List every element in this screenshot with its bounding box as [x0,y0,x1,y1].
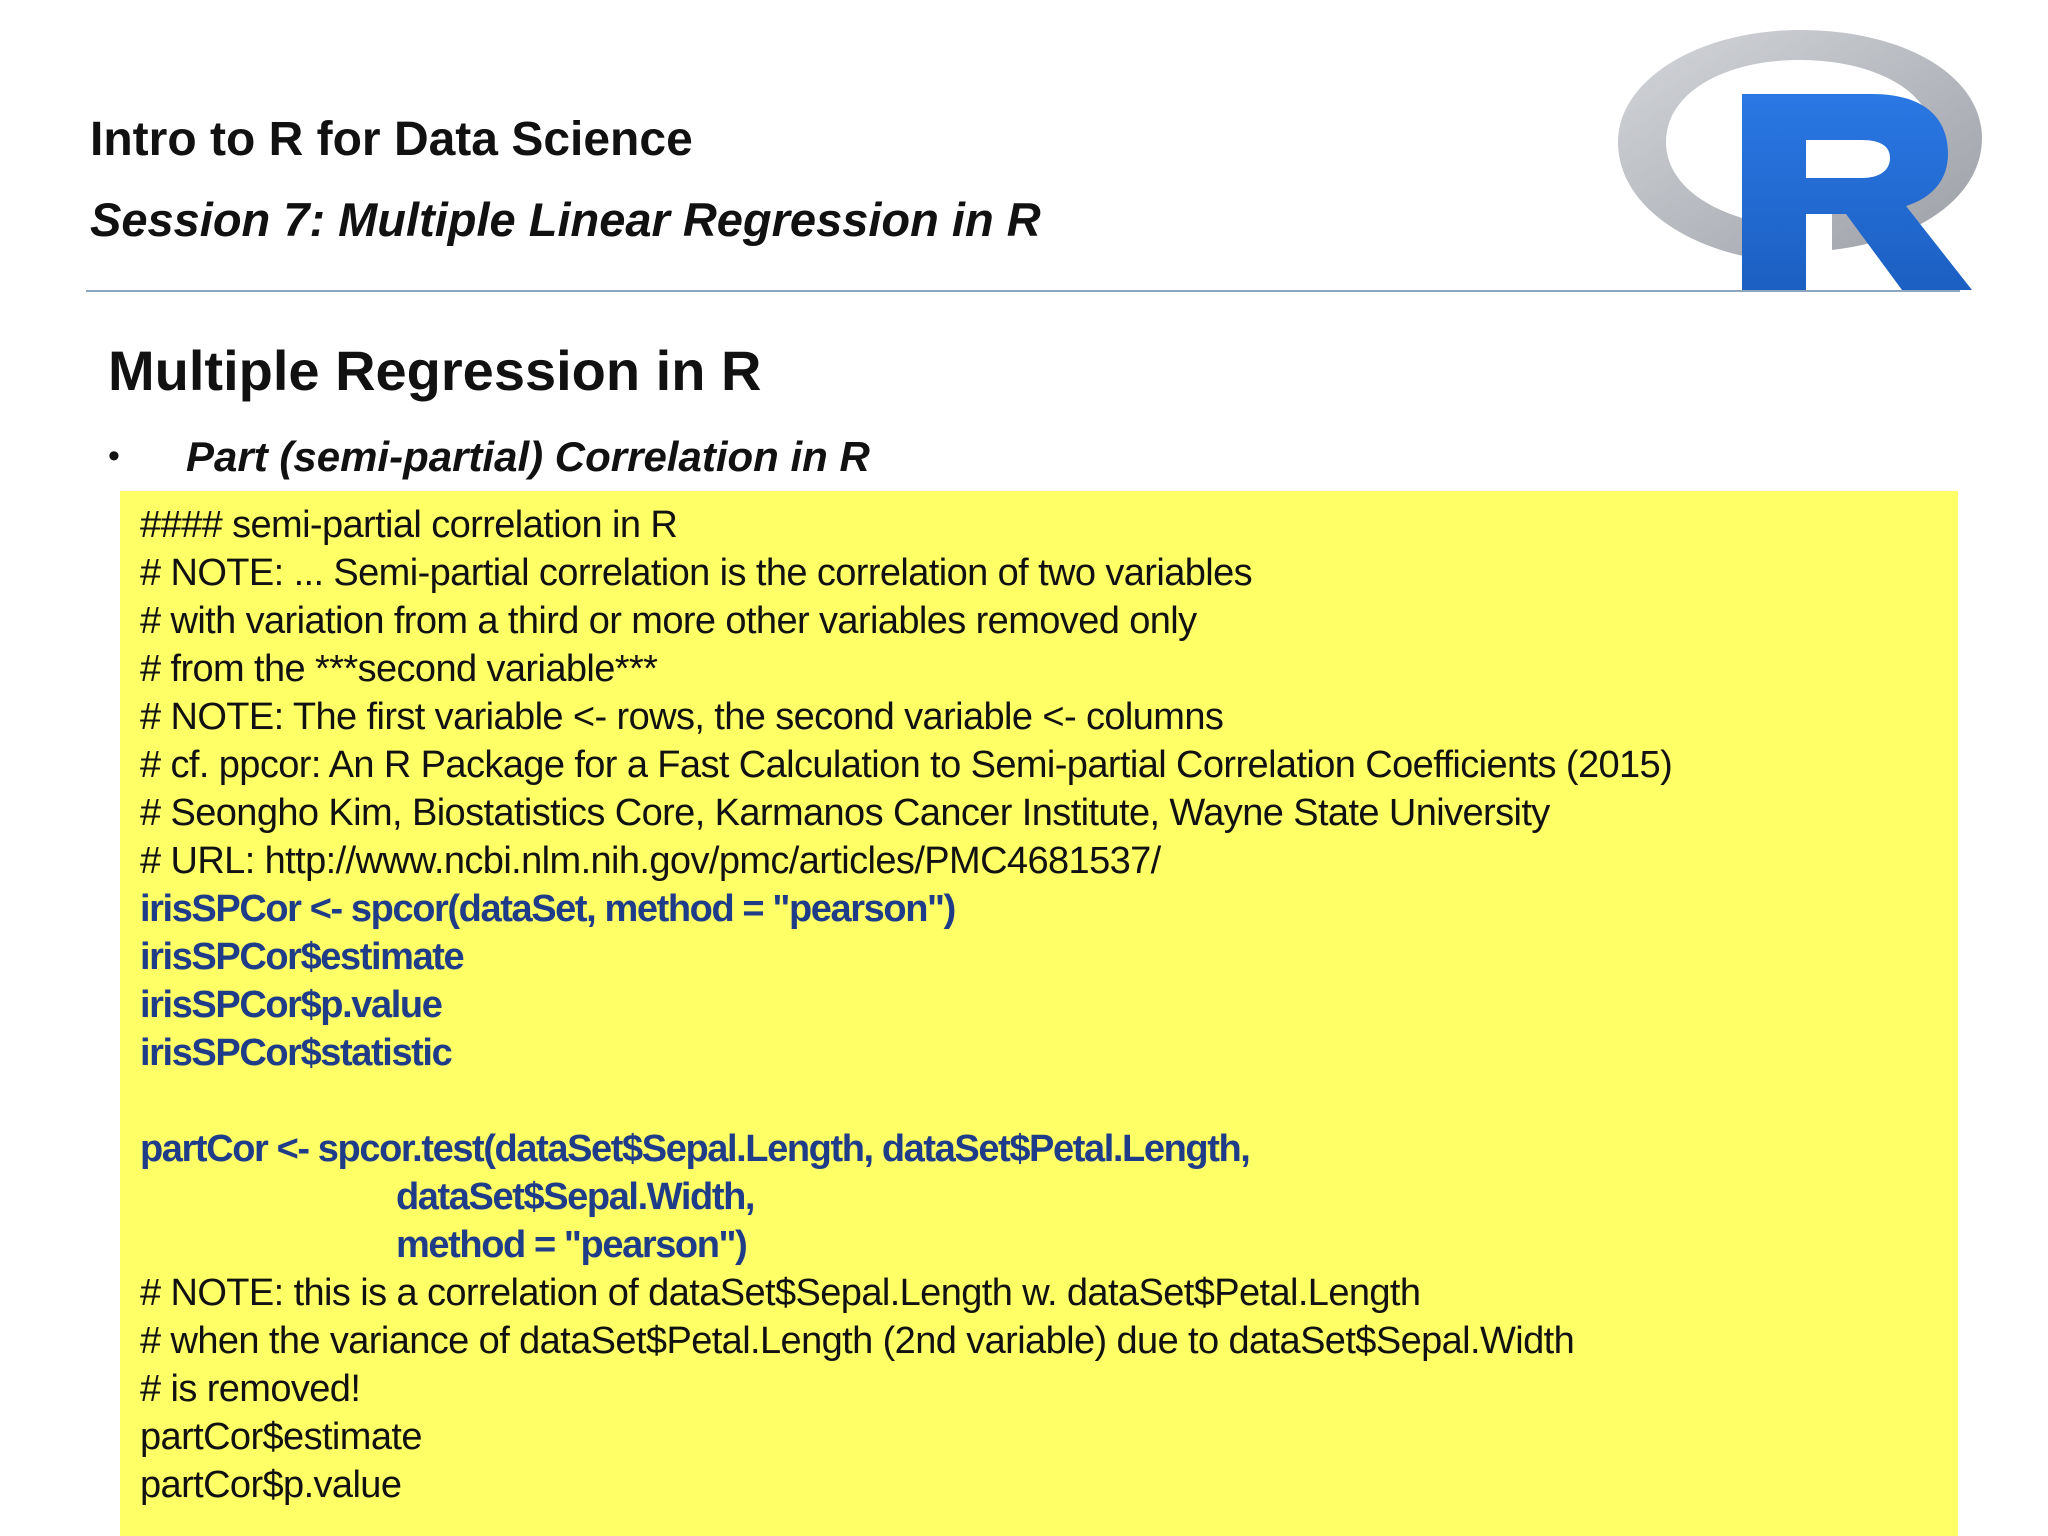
slide-title: Multiple Regression in R [108,339,762,402]
r-logo-icon [1610,18,1990,298]
code-line: irisSPCor <- spcor(dataSet, method = "pearson") [140,888,955,930]
code-line: # NOTE: ... Semi-partial correlation is the correlation of two variables [140,552,1253,594]
code-line: # cf. ppcor: An R Package for a Fast Calculation to Semi-partial Correlation Coefficients (2015) [140,744,1673,786]
code-line: # with variation from a third or more other variables removed only [140,600,1197,642]
code-line: # NOTE: The first variable <- rows, the second variable <- columns [140,696,1224,738]
code-line: method = "pearson") [396,1224,747,1266]
code-block [120,491,1958,1536]
code-line: irisSPCor$p.value [140,984,442,1026]
code-line: # URL: http://www.ncbi.nlm.nih.gov/pmc/articles/PMC4681537/ [140,840,1161,882]
code-line: # is removed! [140,1368,361,1410]
code-line: partCor$estimate [140,1416,422,1458]
bullet-item [108,430,870,481]
code-line: irisSPCor$statistic [140,1032,452,1074]
code-blank-line [140,1077,1958,1125]
bullet-text: Part (semi-partial) Correlation in R [186,432,870,480]
code-line: dataSet$Sepal.Width, [396,1176,755,1218]
code-line: partCor <- spcor.test(dataSet$Sepal.Length, dataSet$Petal.Length, [140,1128,1250,1170]
bullet-symbol: • [108,437,120,476]
course-title: Intro to R for Data Science [90,113,693,166]
code-line: # Seongho Kim, Biostatistics Core, Karmanos Cancer Institute, Wayne State University [140,792,1550,834]
session-title: Session 7: Multiple Linear Regression in R [90,193,1041,246]
code-line: # NOTE: this is a correlation of dataSet$Sepal.Length w. dataSet$Petal.Length [140,1272,1421,1314]
code-line: irisSPCor$estimate [140,936,464,978]
code-line: # when the variance of dataSet$Petal.Length (2nd variable) due to dataSet$Sepal.Width [140,1320,1575,1362]
code-line: partCor$p.value [140,1464,402,1506]
code-line: # from the ***second variable*** [140,648,658,690]
code-line: #### semi-partial correlation in R [140,504,678,546]
